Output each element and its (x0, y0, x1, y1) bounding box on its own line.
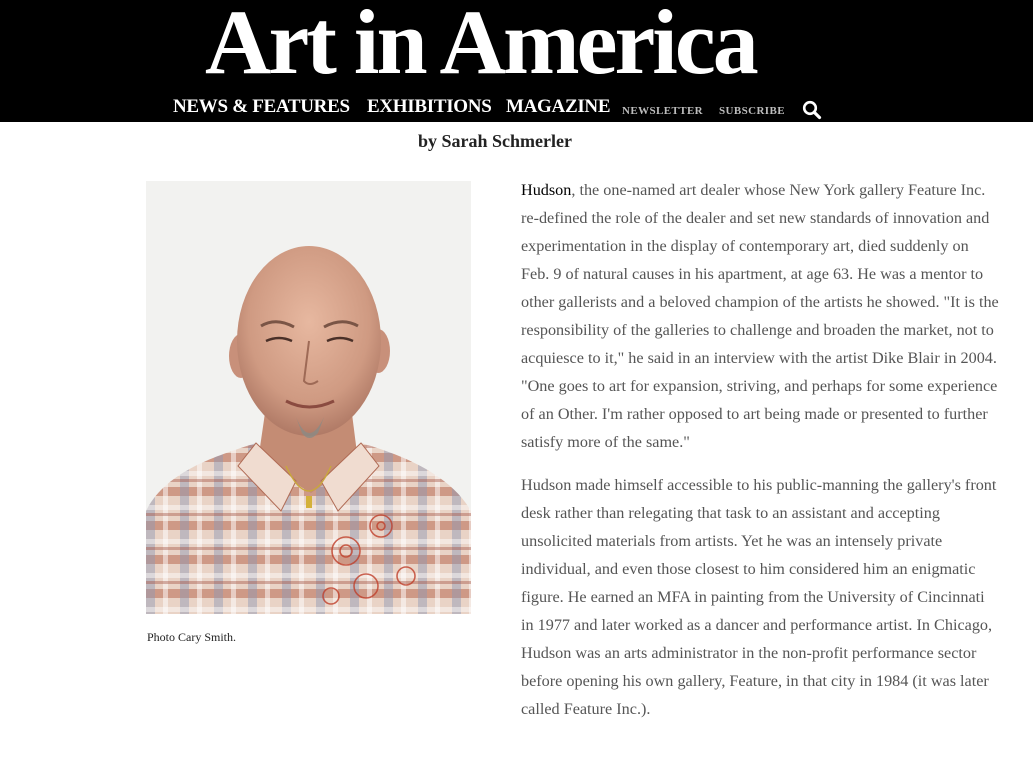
article-paragraph (521, 176, 999, 456)
nav-newsletter[interactable]: NEWSLETTER (622, 105, 704, 117)
site-logo[interactable]: Art in America (205, 0, 756, 93)
site-header (0, 0, 1033, 122)
article-body (521, 176, 999, 738)
hudson-link[interactable]: Hudson (521, 181, 572, 199)
article-byline: by Sarah Schmerler (418, 131, 572, 151)
nav-news-features[interactable]: NEWS & FEATURES (173, 96, 350, 117)
nav-subscribe[interactable]: SUBSCRIBE (719, 105, 785, 117)
paragraph-text: , the one-named art dealer whose New York gallery Feature Inc. re-defined the role of the dealer and set new standards of innovation and experimentation in the display of contemporary art, died suddenly on Feb. 9 of natural causes in his apartment, at age 63. He was a mentor to other gallerists and a beloved champion of the artists he showed. "It is the responsibility of the galleries to challenge and broaden the market, not to acquiesce to it," he said in an interview with the artist Dike Blair in 2004. "One goes to art for expansion, striving, and perhaps for some experience of an Other. I'm rather opposed to art being made or presented to further satisfy more of the same." (521, 181, 999, 451)
photo-caption: Photo Cary Smith. (147, 630, 237, 644)
search-icon[interactable] (802, 100, 822, 120)
article-paragraph: Hudson made himself accessible to his public-manning the gallery's front desk rather than relegating that task to an assistant and accepting unsolicited materials from artists. Yet he was an intensely private individual, and even those closest to him considered him an enigmatic figure. He earned an MFA in painting from the University of Cincinnati in 1977 and later worked as a dancer and performance artist. In Chicago, Hudson was an arts administrator in the non-profit performance sector before opening his own gallery, Feature, in that city in 1984 (it was later called Feature Inc.). (521, 476, 997, 718)
nav-exhibitions[interactable]: EXHIBITIONS (367, 96, 492, 117)
nav-magazine[interactable]: MAGAZINE (506, 96, 611, 117)
portrait-illustration (146, 181, 471, 614)
portrait-photo (146, 181, 471, 614)
